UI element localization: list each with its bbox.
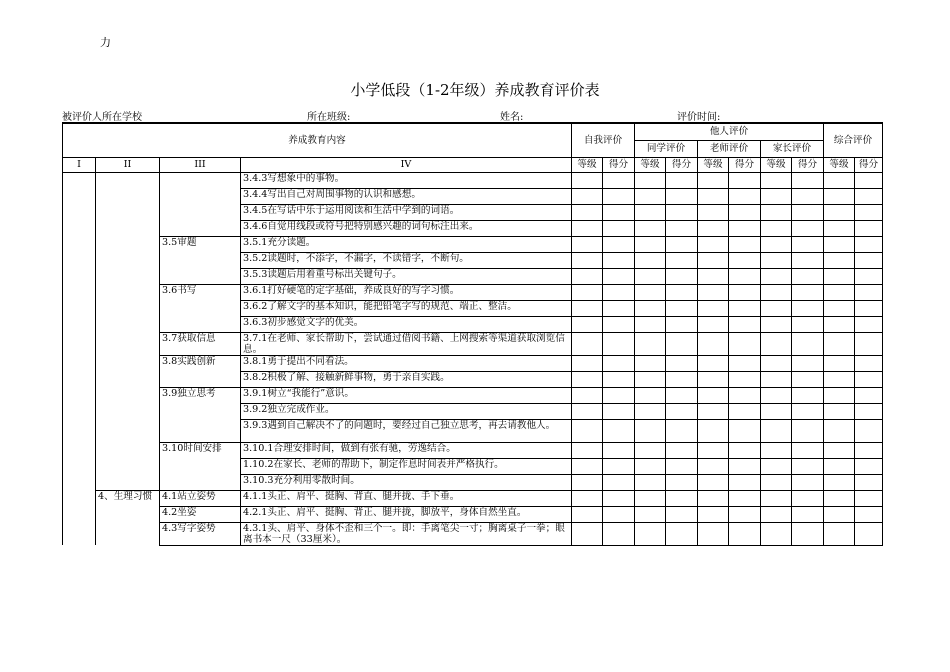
score-cell[interactable]	[603, 419, 635, 442]
score-cell[interactable]	[698, 490, 729, 506]
score-cell[interactable]	[698, 355, 729, 371]
score-cell[interactable]	[635, 490, 666, 506]
score-cell[interactable]	[824, 252, 855, 268]
score-cell[interactable]	[792, 220, 824, 236]
score-cell[interactable]	[635, 442, 666, 458]
corner-text: 力	[100, 36, 111, 49]
score-cell[interactable]	[572, 403, 603, 419]
score-cell[interactable]	[572, 506, 603, 522]
level3-cell: 3.8实践创新	[160, 355, 241, 387]
score-cell[interactable]	[572, 442, 603, 458]
score-cell[interactable]	[824, 188, 855, 204]
score-cell[interactable]	[698, 300, 729, 316]
score-cell[interactable]	[855, 490, 883, 506]
score-cell[interactable]	[855, 204, 883, 220]
header-self-eval: 自我评价	[572, 123, 635, 157]
score-cell[interactable]	[572, 172, 603, 188]
item-text: 3.9.3遇到自己解决不了的问题时，要经过自己独立思考，再去请教他人。	[241, 419, 572, 442]
score-cell[interactable]	[572, 300, 603, 316]
level-header-1: I	[63, 157, 96, 172]
score-cell[interactable]	[792, 188, 824, 204]
score-cell[interactable]	[761, 188, 792, 204]
score-cell[interactable]	[729, 332, 761, 355]
score-cell[interactable]	[635, 204, 666, 220]
score-cell[interactable]	[635, 252, 666, 268]
level3-cell: 3.9独立思考	[160, 387, 241, 442]
score-cell[interactable]	[729, 490, 761, 506]
score-cell[interactable]	[572, 252, 603, 268]
table-row	[63, 506, 883, 522]
score-cell[interactable]	[792, 268, 824, 284]
score-cell[interactable]	[666, 371, 698, 387]
score-cell[interactable]	[603, 490, 635, 506]
score-cell[interactable]	[855, 316, 883, 332]
page-title: 小学低段（1-2年级）养成教育评价表	[350, 81, 600, 99]
score-cell[interactable]	[572, 284, 603, 300]
score-cell[interactable]	[572, 419, 603, 442]
level3-cell: 4.3写字姿势	[160, 522, 241, 545]
score-cell[interactable]	[761, 300, 792, 316]
header-score: 得分	[666, 157, 698, 172]
score-cell[interactable]	[729, 172, 761, 188]
score-cell[interactable]	[572, 371, 603, 387]
score-cell[interactable]	[666, 403, 698, 419]
score-cell[interactable]	[635, 371, 666, 387]
score-cell[interactable]	[603, 387, 635, 403]
score-cell[interactable]	[666, 268, 698, 284]
table-row	[63, 387, 883, 403]
score-cell[interactable]	[855, 522, 883, 545]
level-header-4: IV	[241, 157, 572, 172]
score-cell[interactable]	[761, 371, 792, 387]
score-cell[interactable]	[666, 252, 698, 268]
score-cell[interactable]	[666, 387, 698, 403]
header-parent: 家长评价	[761, 140, 824, 157]
score-cell[interactable]	[729, 403, 761, 419]
score-cell[interactable]	[572, 188, 603, 204]
score-cell[interactable]	[666, 355, 698, 371]
score-cell[interactable]	[855, 172, 883, 188]
level3-cell: 4.2坐姿	[160, 506, 241, 522]
score-cell[interactable]	[792, 490, 824, 506]
item-text: 3.6.2了解文字的基本知识，能把铅笔字写的规范、端正、整洁。	[241, 300, 572, 316]
score-cell[interactable]	[572, 332, 603, 355]
score-cell[interactable]	[729, 371, 761, 387]
score-cell[interactable]	[603, 332, 635, 355]
score-cell[interactable]	[824, 204, 855, 220]
score-cell[interactable]	[729, 268, 761, 284]
table-row	[63, 284, 883, 300]
score-cell[interactable]	[603, 172, 635, 188]
score-cell[interactable]	[603, 522, 635, 545]
table-row	[63, 522, 883, 545]
score-cell[interactable]	[603, 474, 635, 490]
score-cell[interactable]	[855, 220, 883, 236]
evaluation-table	[62, 122, 883, 546]
score-cell[interactable]	[698, 188, 729, 204]
score-cell[interactable]	[666, 220, 698, 236]
score-cell[interactable]	[761, 458, 792, 474]
level3-cell: 3.7获取信息	[160, 332, 241, 355]
score-cell[interactable]	[666, 522, 698, 545]
item-text: 3.5.1充分读题。	[241, 236, 572, 252]
score-cell[interactable]	[824, 371, 855, 387]
score-cell[interactable]	[855, 252, 883, 268]
score-cell[interactable]	[792, 236, 824, 252]
score-cell[interactable]	[572, 268, 603, 284]
level3-cell	[160, 172, 241, 236]
score-cell[interactable]	[761, 204, 792, 220]
score-cell[interactable]	[603, 506, 635, 522]
score-cell[interactable]	[824, 300, 855, 316]
score-cell[interactable]	[666, 458, 698, 474]
score-cell[interactable]	[666, 204, 698, 220]
score-cell[interactable]	[698, 236, 729, 252]
score-cell[interactable]	[698, 172, 729, 188]
score-cell[interactable]	[603, 204, 635, 220]
item-text: 3.5.3读题后用着重号标出关键句子。	[241, 268, 572, 284]
score-cell[interactable]	[635, 332, 666, 355]
score-cell[interactable]	[824, 172, 855, 188]
score-cell[interactable]	[666, 236, 698, 252]
score-cell[interactable]	[666, 188, 698, 204]
score-cell[interactable]	[824, 490, 855, 506]
score-cell[interactable]	[603, 458, 635, 474]
level-header-2: II	[96, 157, 160, 172]
level-header-3: III	[160, 157, 241, 172]
meta-class: 所在班级:	[307, 112, 351, 123]
score-cell[interactable]	[572, 236, 603, 252]
level3-cell: 4.1站立姿势	[160, 490, 241, 506]
score-cell[interactable]	[729, 387, 761, 403]
table-row	[63, 236, 883, 252]
score-cell[interactable]	[635, 172, 666, 188]
header-grade: 等级	[572, 157, 603, 172]
score-cell[interactable]	[824, 506, 855, 522]
score-cell[interactable]	[603, 252, 635, 268]
score-cell[interactable]	[666, 474, 698, 490]
score-cell[interactable]	[824, 442, 855, 458]
score-cell[interactable]	[792, 506, 824, 522]
level2-cell	[96, 172, 160, 490]
header-score: 得分	[603, 157, 635, 172]
item-text: 3.5.2读题时，不添字，不漏字，不读错字，不断句。	[241, 252, 572, 268]
score-cell[interactable]	[824, 522, 855, 545]
score-cell[interactable]	[792, 300, 824, 316]
score-cell[interactable]	[635, 403, 666, 419]
item-text: 3.6.3初步感觉文字的优美。	[241, 316, 572, 332]
score-cell[interactable]	[603, 284, 635, 300]
score-cell[interactable]	[572, 387, 603, 403]
score-cell[interactable]	[572, 522, 603, 545]
score-cell[interactable]	[792, 474, 824, 490]
score-cell[interactable]	[635, 300, 666, 316]
score-cell[interactable]	[729, 522, 761, 545]
score-cell[interactable]	[824, 236, 855, 252]
score-cell[interactable]	[603, 300, 635, 316]
level3-cell: 3.10时间安排	[160, 442, 241, 490]
table-row	[63, 172, 883, 188]
score-cell[interactable]	[792, 419, 824, 442]
score-cell[interactable]	[824, 474, 855, 490]
score-cell[interactable]	[761, 403, 792, 419]
header-content: 养成教育内容	[63, 123, 572, 157]
score-cell[interactable]	[635, 458, 666, 474]
score-cell[interactable]	[698, 332, 729, 355]
header-grade: 等级	[635, 157, 666, 172]
score-cell[interactable]	[855, 332, 883, 355]
score-cell[interactable]	[855, 419, 883, 442]
score-cell[interactable]	[792, 387, 824, 403]
table-row	[63, 490, 883, 506]
item-text: 4.3.1头、肩平、身体不歪和三个一。即：手离笔尖一寸；胸离桌子一拳；眼离书本一尺（33厘米）。	[241, 522, 572, 545]
score-cell[interactable]	[635, 268, 666, 284]
score-cell[interactable]	[792, 371, 824, 387]
score-cell[interactable]	[855, 268, 883, 284]
header-score: 得分	[729, 157, 761, 172]
item-text: 3.4.5在写话中乐于运用阅读和生活中学到的词语。	[241, 204, 572, 220]
score-cell[interactable]	[698, 316, 729, 332]
item-text: 3.8.2积极了解、接触新鲜事物，勇于亲自实践。	[241, 371, 572, 387]
score-cell[interactable]	[635, 236, 666, 252]
score-cell[interactable]	[824, 284, 855, 300]
score-cell[interactable]	[824, 403, 855, 419]
score-cell[interactable]	[666, 284, 698, 300]
score-cell[interactable]	[792, 172, 824, 188]
score-cell[interactable]	[761, 236, 792, 252]
score-cell[interactable]	[603, 355, 635, 371]
score-cell[interactable]	[698, 387, 729, 403]
score-cell[interactable]	[729, 474, 761, 490]
score-cell[interactable]	[729, 220, 761, 236]
score-cell[interactable]	[729, 284, 761, 300]
score-cell[interactable]	[792, 403, 824, 419]
score-cell[interactable]	[761, 442, 792, 458]
score-cell[interactable]	[635, 522, 666, 545]
item-text: 3.9.2独立完成作业。	[241, 403, 572, 419]
score-cell[interactable]	[698, 506, 729, 522]
score-cell[interactable]	[729, 355, 761, 371]
score-cell[interactable]	[572, 490, 603, 506]
score-cell[interactable]	[635, 419, 666, 442]
item-text: 3.4.4写出自己对周围事物的认识和感想。	[241, 188, 572, 204]
score-cell[interactable]	[855, 403, 883, 419]
score-cell[interactable]	[698, 442, 729, 458]
item-text: 3.7.1在老师、家长帮助下，尝试通过借阅书籍、上网搜索等渠道获取浏览信息。	[241, 332, 572, 355]
score-cell[interactable]	[603, 188, 635, 204]
level3-cell: 3.5审题	[160, 236, 241, 284]
header-others-eval: 他人评价	[635, 123, 824, 140]
header-grade: 等级	[698, 157, 729, 172]
score-cell[interactable]	[824, 419, 855, 442]
score-cell[interactable]	[761, 284, 792, 300]
score-cell[interactable]	[729, 316, 761, 332]
score-cell[interactable]	[761, 387, 792, 403]
score-cell[interactable]	[792, 252, 824, 268]
score-cell[interactable]	[729, 458, 761, 474]
score-cell[interactable]	[572, 474, 603, 490]
score-cell[interactable]	[761, 172, 792, 188]
score-cell[interactable]	[855, 284, 883, 300]
score-cell[interactable]	[666, 490, 698, 506]
header-grade: 等级	[761, 157, 792, 172]
score-cell[interactable]	[792, 316, 824, 332]
score-cell[interactable]	[824, 355, 855, 371]
item-text: 3.10.1合理安排时间，做到有张有驰，劳逸结合。	[241, 442, 572, 458]
score-cell[interactable]	[635, 355, 666, 371]
score-cell[interactable]	[761, 220, 792, 236]
meta-name: 姓名:	[500, 112, 524, 123]
score-cell[interactable]	[603, 403, 635, 419]
score-cell[interactable]	[635, 188, 666, 204]
score-cell[interactable]	[666, 332, 698, 355]
score-cell[interactable]	[824, 332, 855, 355]
score-cell[interactable]	[698, 284, 729, 300]
score-cell[interactable]	[698, 403, 729, 419]
score-cell[interactable]	[666, 316, 698, 332]
item-text: 3.6.1打好硬笔的定字基础，养成良好的写字习惯。	[241, 284, 572, 300]
score-cell[interactable]	[698, 268, 729, 284]
score-cell[interactable]	[635, 284, 666, 300]
table-row	[63, 355, 883, 371]
header-overall: 综合评价	[824, 123, 883, 157]
score-cell[interactable]	[666, 419, 698, 442]
score-cell[interactable]	[761, 490, 792, 506]
score-cell[interactable]	[698, 419, 729, 442]
score-cell[interactable]	[729, 300, 761, 316]
meta-time: 评价时间:	[677, 112, 721, 123]
score-cell[interactable]	[603, 371, 635, 387]
score-cell[interactable]	[824, 220, 855, 236]
score-cell[interactable]	[855, 300, 883, 316]
score-cell[interactable]	[666, 172, 698, 188]
score-cell[interactable]	[855, 387, 883, 403]
score-cell[interactable]	[572, 316, 603, 332]
score-cell[interactable]	[572, 204, 603, 220]
score-cell[interactable]	[824, 387, 855, 403]
item-text: 3.9.1树立“我能行”意识。	[241, 387, 572, 403]
score-cell[interactable]	[635, 474, 666, 490]
score-cell[interactable]	[761, 252, 792, 268]
score-cell[interactable]	[792, 204, 824, 220]
score-cell[interactable]	[855, 506, 883, 522]
item-text: 3.10.3充分利用零散时间。	[241, 474, 572, 490]
score-cell[interactable]	[792, 442, 824, 458]
score-cell[interactable]	[855, 474, 883, 490]
score-cell[interactable]	[761, 419, 792, 442]
score-cell[interactable]	[761, 506, 792, 522]
score-cell[interactable]	[666, 506, 698, 522]
score-cell[interactable]	[666, 442, 698, 458]
score-cell[interactable]	[698, 458, 729, 474]
header-score: 得分	[855, 157, 883, 172]
score-cell[interactable]	[603, 236, 635, 252]
score-cell[interactable]	[761, 522, 792, 545]
score-cell[interactable]	[698, 252, 729, 268]
score-cell[interactable]	[729, 506, 761, 522]
score-cell[interactable]	[698, 220, 729, 236]
item-text: 1.10.2在家长、老师的帮助下，制定作息时间表并严格执行。	[241, 458, 572, 474]
score-cell[interactable]	[698, 371, 729, 387]
score-cell[interactable]	[603, 220, 635, 236]
score-cell[interactable]	[635, 220, 666, 236]
level2-cell: 4、生理习惯	[96, 490, 160, 545]
header-grade: 等级	[824, 157, 855, 172]
score-cell[interactable]	[855, 442, 883, 458]
score-cell[interactable]	[603, 316, 635, 332]
level1-cell	[63, 172, 96, 545]
score-cell[interactable]	[572, 458, 603, 474]
score-cell[interactable]	[729, 252, 761, 268]
score-cell[interactable]	[761, 332, 792, 355]
item-text: 4.2.1头正、肩平、挺胸、背正、腿并拢，脚放平，身体自然坐直。	[241, 506, 572, 522]
score-cell[interactable]	[729, 419, 761, 442]
score-cell[interactable]	[761, 355, 792, 371]
score-cell[interactable]	[792, 332, 824, 355]
score-cell[interactable]	[824, 458, 855, 474]
score-cell[interactable]	[698, 474, 729, 490]
score-cell[interactable]	[666, 300, 698, 316]
score-cell[interactable]	[635, 387, 666, 403]
score-cell[interactable]	[761, 474, 792, 490]
score-cell[interactable]	[855, 355, 883, 371]
score-cell[interactable]	[855, 236, 883, 252]
score-cell[interactable]	[729, 442, 761, 458]
score-cell[interactable]	[792, 355, 824, 371]
score-cell[interactable]	[729, 236, 761, 252]
item-text: 3.4.3写想象中的事物。	[241, 172, 572, 188]
score-cell[interactable]	[729, 204, 761, 220]
score-cell[interactable]	[792, 284, 824, 300]
score-cell[interactable]	[635, 316, 666, 332]
score-cell[interactable]	[824, 268, 855, 284]
score-cell[interactable]	[855, 188, 883, 204]
score-cell[interactable]	[729, 188, 761, 204]
item-text: 4.1.1头正、肩平、挺胸、背直、腿并拢、手下垂。	[241, 490, 572, 506]
header-score: 得分	[792, 157, 824, 172]
score-cell[interactable]	[635, 506, 666, 522]
score-cell[interactable]	[603, 442, 635, 458]
score-cell[interactable]	[698, 204, 729, 220]
score-cell[interactable]	[761, 316, 792, 332]
score-cell[interactable]	[572, 220, 603, 236]
header-teacher: 老师评价	[698, 140, 761, 157]
table-row	[63, 332, 883, 355]
score-cell[interactable]	[855, 371, 883, 387]
level3-cell: 3.6书写	[160, 284, 241, 332]
meta-school: 被评价人所在学校	[62, 112, 142, 123]
score-cell[interactable]	[572, 355, 603, 371]
score-cell[interactable]	[603, 268, 635, 284]
score-cell[interactable]	[698, 522, 729, 545]
score-cell[interactable]	[761, 268, 792, 284]
item-text: 3.4.6自觉用线段或符号把特别感兴趣的词句标注出来。	[241, 220, 572, 236]
header-classmate: 同学评价	[635, 140, 698, 157]
score-cell[interactable]	[792, 458, 824, 474]
item-text: 3.8.1勇于提出不同看法。	[241, 355, 572, 371]
score-cell[interactable]	[855, 458, 883, 474]
table-row	[63, 442, 883, 458]
score-cell[interactable]	[792, 522, 824, 545]
score-cell[interactable]	[824, 316, 855, 332]
